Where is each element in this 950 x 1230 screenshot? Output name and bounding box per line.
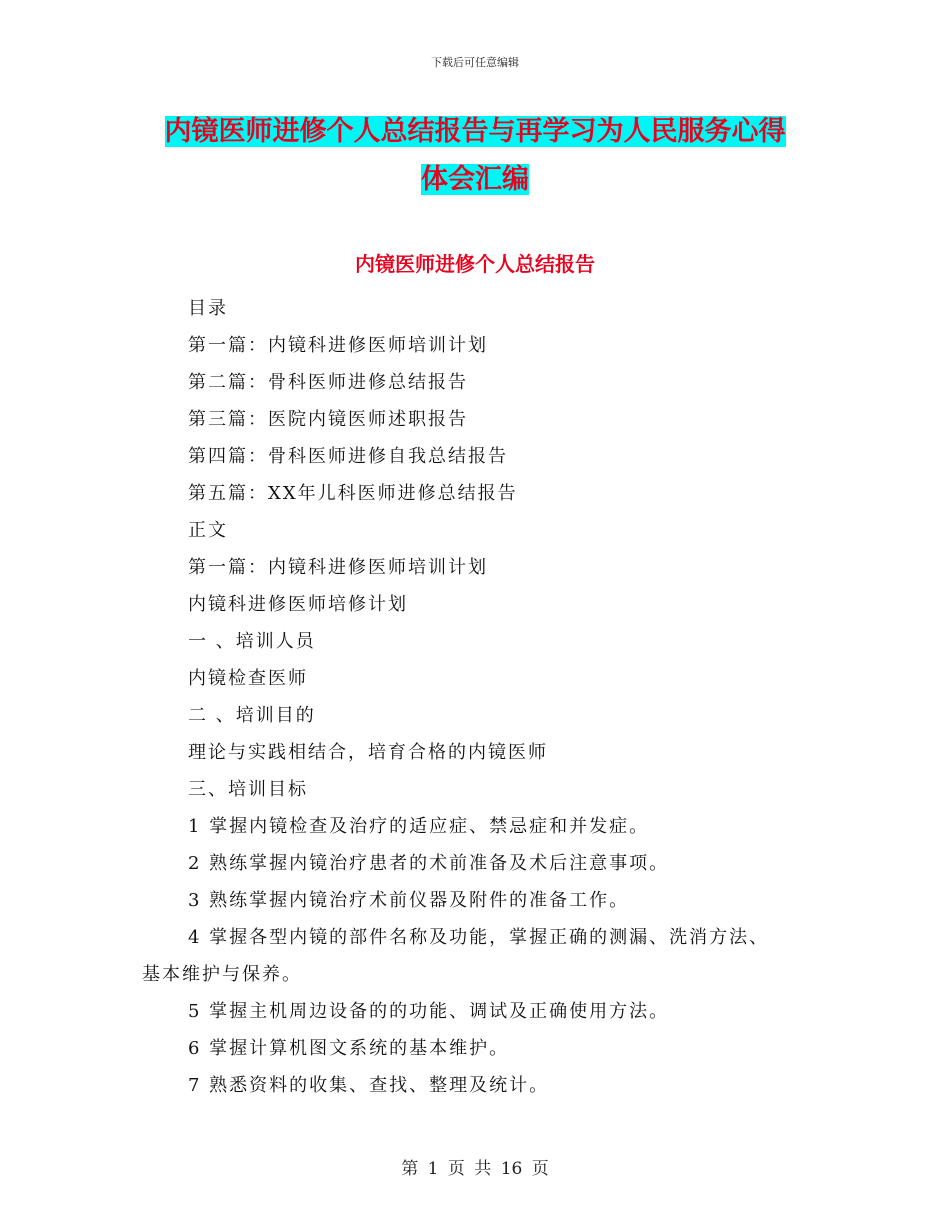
plan-title: 内镜科进修医师培修计划	[188, 594, 408, 615]
goal-item-3: 3 熟练掌握内镜治疗术前仪器及附件的准备工作。	[188, 890, 630, 911]
page-number: 第 1 页 共 16 页	[401, 1159, 549, 1179]
section-heading-1: 一 、培训人员	[188, 631, 316, 652]
paragraph-2: 理论与实践相结合，培育合格的内镜医师	[188, 742, 548, 763]
goal-item-2: 2 熟练掌握内镜治疗患者的术前准备及术后注意事项。	[188, 853, 670, 874]
toc-item-4: 第四篇：骨科医师进修自我总结报告	[188, 446, 508, 467]
document-title-line-1: 内镜医师进修个人总结报告与再学习为人民服务心得	[164, 116, 786, 147]
goal-item-1: 1 掌握内镜检查及治疗的适应症、禁忌症和并发症。	[188, 816, 650, 837]
body-heading: 正文	[188, 520, 228, 541]
document-body	[142, 290, 822, 1104]
document-title-line-2: 体会汇编	[421, 164, 529, 195]
toc-item-1: 第一篇：内镜科进修医师培训计划	[188, 335, 488, 356]
goal-item-7: 7 熟悉资料的收集、查找、整理及统计。	[188, 1075, 550, 1096]
toc-heading: 目录	[188, 298, 228, 319]
goal-item-6: 6 掌握计算机图文系统的基本维护。	[188, 1038, 510, 1059]
section-heading-2: 二 、培训目的	[188, 705, 316, 726]
goal-item-4: 4 掌握各型内镜的部件名称及功能，掌握正确的测漏、洗消方法、	[188, 927, 770, 948]
goal-item-5: 5 掌握主机周边设备的的功能、调试及正确使用方法。	[188, 1001, 670, 1022]
section-heading-3: 三、培训目标	[188, 779, 308, 800]
document-title	[150, 108, 800, 204]
paragraph-1: 内镜检查医师	[188, 668, 308, 689]
toc-item-5: 第五篇：XX年儿科医师进修总结报告	[188, 483, 518, 504]
chapter-title: 第一篇：内镜科进修医师培训计划	[188, 557, 488, 578]
toc-item-3: 第三篇：医院内镜医师述职报告	[188, 409, 468, 430]
section-title: 内镜医师进修个人总结报告	[355, 252, 595, 276]
header-note: 下载后可任意编辑	[431, 56, 519, 69]
toc-item-2: 第二篇：骨科医师进修总结报告	[188, 372, 468, 393]
goal-item-4-continued: 基本维护与保养。	[142, 964, 302, 985]
